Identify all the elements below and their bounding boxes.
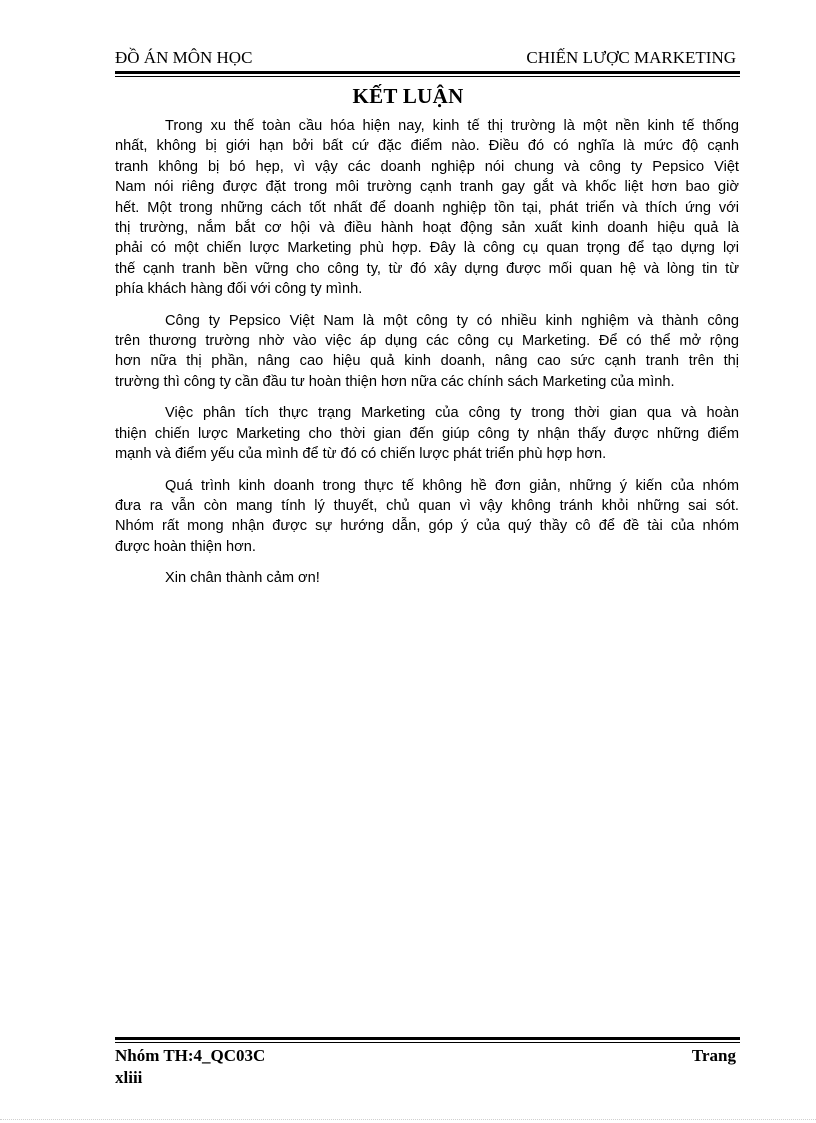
footer-rule-thin xyxy=(115,1042,740,1043)
header-rule xyxy=(115,71,740,74)
paragraph-line: được hoàn thiện hơn. xyxy=(115,538,256,555)
paragraph-line: nhất, không bị giới hạn bởi bất cứ đặc điểm nào. Điều đó có nghĩa là mức độ cạnh xyxy=(115,138,739,155)
header-subject-label: CHIẾN LƯỢC MARKETING xyxy=(526,48,736,67)
footer-page-number: xliii xyxy=(115,1068,143,1087)
paragraph-line: Trong xu thế toàn cầu hóa hiện nay, kinh tế thị trường là một nền kinh tế thống xyxy=(165,118,739,134)
paragraph-line: Quá trình kinh doanh trong thực tế không hề đơn giản, những ý kiến của nhóm xyxy=(165,477,739,494)
paragraph-line: Công ty Pepsico Việt Nam là một công ty có nhiều kinh nghiệm và thành công xyxy=(165,312,739,329)
body-paragraph xyxy=(115,403,739,464)
paragraph-line: Việc phân tích thực trạng Marketing của công ty trong thời gian qua và hoàn xyxy=(165,405,739,422)
paragraph-line: phải có một chiến lược Marketing phù hợp. Đây là công cụ quan trọng để tạo dựng lợi xyxy=(115,240,739,257)
body-paragraph xyxy=(115,568,739,588)
page-header xyxy=(115,48,738,70)
paragraph-line: thế cạnh tranh bền vững cho công ty, từ đó xây dựng được mối quan hệ và lòng tin từ xyxy=(115,260,739,277)
body-paragraph xyxy=(115,476,739,558)
paragraph-line: đưa ra vẫn còn mang tính lý thuyết, chủ quan vì vậy không tránh khỏi những sai sót. xyxy=(115,497,739,514)
paragraph-line: hết. Một trong những cách tốt nhất để doanh nghiệp tồn tại, phát triển và thích ứng với xyxy=(115,199,739,216)
paragraph-line: tranh không bị bó hẹp, vì vậy các doanh nghiệp nói chung và công ty Pepsico Việt xyxy=(115,158,739,175)
footer-group-label: Nhóm TH:4_QC03C xyxy=(115,1046,266,1065)
paragraph-line: thị trường, nắm bắt cơ hội và điều hành hoạt động sản xuất kinh doanh hiệu quả là xyxy=(115,220,739,237)
body-paragraph xyxy=(115,311,739,393)
body-paragraph xyxy=(115,116,739,300)
paragraph-line: thiện chiến lược Marketing cho thời gian đến giúp công ty nhận thấy được những điểm xyxy=(115,425,739,442)
header-course-label: ĐỒ ÁN MÔN HỌC xyxy=(115,48,253,67)
footer-page-label: Trang xyxy=(691,1046,736,1065)
paragraph-line: hơn nữa thị phần, nâng cao hiệu quả kinh doanh, nâng cao sức cạnh tranh trên thị xyxy=(115,353,739,370)
document-body xyxy=(115,116,739,600)
page-title: KẾT LUẬN xyxy=(352,84,464,108)
paragraph-line: trường thì công ty cần đầu tư hoàn thiện hơn nữa các chính sách Marketing của mình. xyxy=(115,373,675,390)
paragraph-line: Nhóm rất mong nhận được sự hướng dẫn, góp ý của quý thầy cô để đề tài của nhóm xyxy=(115,518,739,535)
footer-rule xyxy=(115,1037,740,1040)
paragraph-line: phía khách hàng đối với công ty mình. xyxy=(115,281,363,298)
paragraph-line: mạnh và điểm yếu của mình để từ đó có chiến lược phát triển phù hợp hơn. xyxy=(115,446,607,463)
paragraph-line: trên thương trường nhờ vào việc áp dụng các công cụ Marketing. Để có thể mở rộng xyxy=(115,333,739,350)
paragraph-line: Xin chân thành cảm ơn! xyxy=(165,570,320,587)
page-edge-divider xyxy=(0,1119,816,1120)
header-rule-thin xyxy=(115,76,740,77)
paragraph-line: Nam nói riêng được đặt trong môi trường cạnh tranh gay gắt và khốc liệt hơn bao giờ xyxy=(115,179,739,196)
